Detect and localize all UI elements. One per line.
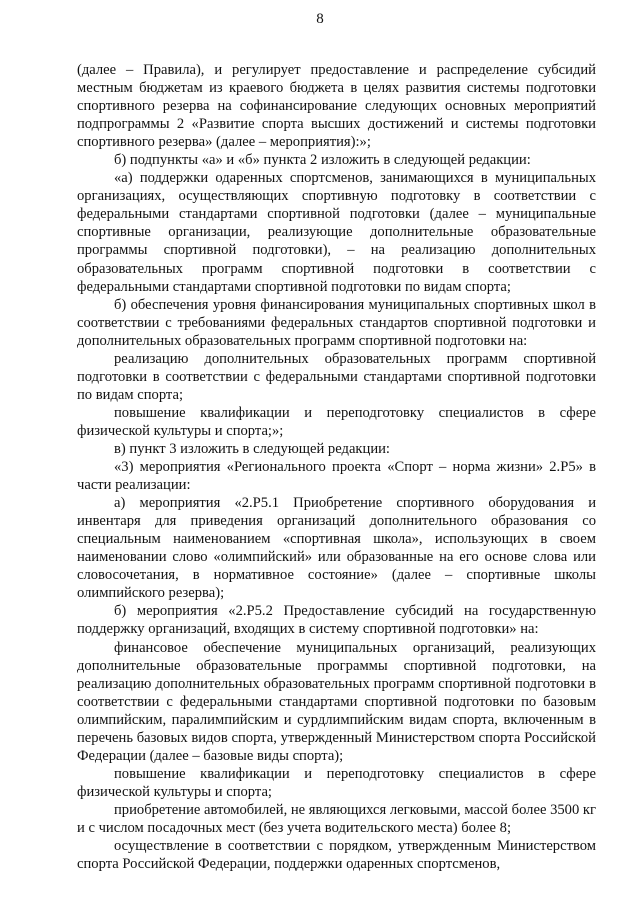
paragraph: повышение квалификации и переподготовку специалистов в сфере физической культуры и спорта;»; [77,404,596,439]
paragraph: повышение квалификации и переподготовку специалистов в сфере физической культуры и спорта; [77,765,596,800]
paragraph: а) мероприятия «2.Р5.1 Приобретение спортивного оборудования и инвентаря для приведения организаций дополнительного образования со специальным наименованием «спортивная школа», использующих в своем наименовании слово «олимпийский» или образованные на его основе слова или словосочетания, в нормативное состояние» (далее – спортивные школы олимпийского резерва); [77,495,596,602]
paragraph: финансовое обеспечение муниципальных организаций, реализующих дополнительные образовательные программы спортивной подготовки, на реализацию дополнительных образовательных программ спортивной подготовки в соответствии с федеральными стандартами спортивной подготовки по базовым олимпийским, паралимпийским и сурдлимпийским видам спорта, включенным в перечень базовых видов спорта, утвержденный Министерством спорта Российской Федерации (далее – базовые виды спорта); [77,639,596,764]
paragraph: реализацию дополнительных образовательных программ спортивной подготовки в соответствии с федеральными стандартами спортивной подготовки по видам спорта; [77,350,596,403]
paragraph: приобретение автомобилей, не являющихся легковыми, массой более 3500 кг и с числом посадочных мест (без учета водительского места) более 8; [77,801,596,836]
page-number: 8 [316,11,324,27]
paragraph: б) мероприятия «2.Р5.2 Предоставление субсидий на государственную поддержку организаций, входящих в систему спортивной подготовки» на: [77,603,596,638]
paragraph: осуществление в соответствии с порядком, утвержденным Министерством спорта Российской Федерации, поддержки одаренных спортсменов, [77,838,596,873]
paragraph: б) обеспечения уровня финансирования муниципальных спортивных школ в соответствии с требованиями федеральных стандартов спортивной подготовки и дополнительных образовательных программ спортивной подготовки на: [77,296,596,349]
paragraph: б) подпункты «а» и «б» пункта 2 изложить в следующей редакции: [114,152,531,169]
document-body [77,61,596,873]
paragraph: «3) мероприятия «Регионального проекта «Спорт – норма жизни» 2.Р5» в части реализации: [77,459,596,494]
paragraph: в) пункт 3 изложить в следующей редакции: [114,440,390,457]
paragraph: «а) поддержки одаренных спортсменов, занимающихся в муниципальных организациях, осуществляющих спортивную подготовку в соответствии с федеральными стандартами спортивной подготовки (далее – муниципальные спортивные организации, реализующие дополнительные образовательные программы спортивной подготовки), – на реализацию дополнительных образовательных программ спортивной подготовки в соответствии с федеральными стандартами спортивной подготовки по видам спорта; [77,170,596,295]
paragraph: (далее – Правила), и регулирует предоставление и распределение субсидий местным бюджетам из краевого бюджета в целях развития системы подготовки спортивного резерва на софинансирование следующих основных мероприятий подпрограммы 2 «Развитие спорта высших достижений и системы подготовки спортивного резерва» (далее – мероприятия):»; [77,62,596,151]
